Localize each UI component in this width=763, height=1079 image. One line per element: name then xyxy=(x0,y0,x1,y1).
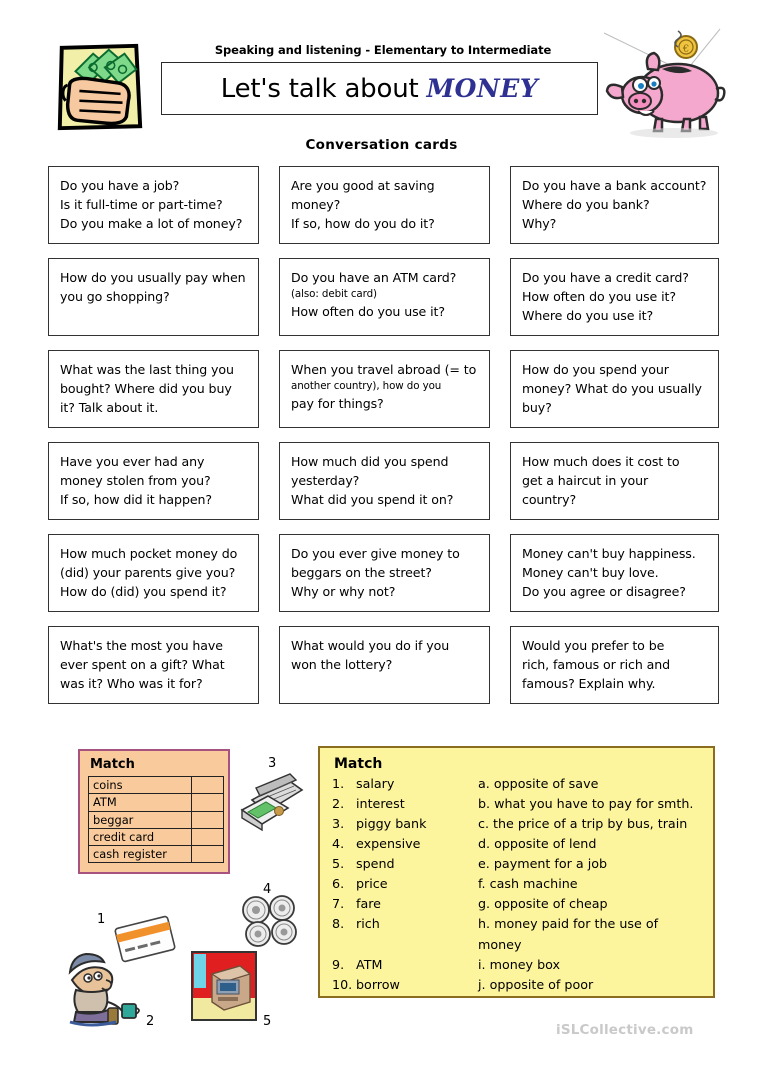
vocab-match-number: 4. xyxy=(332,836,345,852)
card-line: was it? Who was it for? xyxy=(60,676,203,692)
cash-register-icon xyxy=(238,770,306,832)
vocab-match-title: Match xyxy=(334,756,383,772)
picture-number-3: 3 xyxy=(268,756,277,771)
card-line: beggars on the street? xyxy=(291,565,432,581)
vocab-match-number: 9. xyxy=(332,956,345,972)
card-line: How much did you spend xyxy=(291,454,449,469)
card-line: If so, how do you do it? xyxy=(291,216,435,232)
card-line: Would you prefer to be xyxy=(522,638,665,653)
vocab-match-row xyxy=(332,854,701,874)
conversation-card[interactable] xyxy=(48,626,259,704)
vocab-match-definition[interactable]: i. money box xyxy=(478,956,561,972)
card-line: rich, famous or rich and xyxy=(522,657,671,673)
vocab-match-row xyxy=(332,834,701,854)
card-line: When you travel abroad (= to xyxy=(291,362,477,377)
vocab-match-number: 8. xyxy=(332,916,345,932)
conversation-card[interactable] xyxy=(510,534,719,612)
card-line: Do you have a credit card? xyxy=(522,270,689,285)
picture-match-title: Match xyxy=(90,757,135,772)
vocab-match-term[interactable]: interest xyxy=(356,796,405,812)
vocab-match-definition[interactable]: b. what you have to pay for smth. xyxy=(478,796,694,812)
vocab-match-number: 7. xyxy=(332,896,345,912)
conversation-card[interactable] xyxy=(279,442,490,520)
vocab-match-term[interactable]: ATM xyxy=(356,956,383,972)
card-line: Where do you use it? xyxy=(522,308,654,324)
picture-match-row xyxy=(89,846,224,863)
picture-match-row xyxy=(89,777,224,794)
conversation-card[interactable] xyxy=(510,166,719,244)
vocab-match-row xyxy=(332,774,701,794)
vocab-match-term[interactable]: rich xyxy=(356,916,380,932)
picture-match-answer-blank[interactable] xyxy=(192,811,224,828)
card-line: (did) your parents give you? xyxy=(60,565,236,581)
card-line: buy? xyxy=(522,400,552,416)
card-line: Do you ever give money to xyxy=(291,546,460,561)
card-note: (also: debit card) xyxy=(291,288,377,301)
card-line: What was the last thing you xyxy=(60,362,234,377)
vocab-match-definition[interactable]: d. opposite of lend xyxy=(478,836,597,852)
conversation-card[interactable] xyxy=(279,626,490,704)
card-line: Why? xyxy=(522,216,557,232)
card-line: pay for things? xyxy=(291,396,384,412)
card-line: How often do you use it? xyxy=(522,289,676,305)
picture-match-word: ATM xyxy=(89,794,192,811)
card-line: What's the most you have xyxy=(60,638,223,653)
picture-match-word: credit card xyxy=(89,828,192,845)
vocab-match-box xyxy=(318,746,715,998)
card-note: another country), how do you xyxy=(291,380,442,393)
card-line: How much does it cost to xyxy=(522,454,680,469)
page-title-accent: MONEY xyxy=(426,74,539,103)
worksheet-title-box xyxy=(161,62,598,115)
card-line: bought? Where did you buy xyxy=(60,381,232,397)
card-line: money? xyxy=(291,197,341,213)
card-row xyxy=(48,626,720,704)
vocab-match-row xyxy=(332,975,701,995)
conversation-card[interactable] xyxy=(48,258,259,336)
card-row xyxy=(48,258,720,336)
page-title: Let's talk about xyxy=(220,73,419,104)
picture-match-word: coins xyxy=(89,777,192,794)
vocab-match-term[interactable]: fare xyxy=(356,896,381,912)
worksheet-subtitle: Speaking and listening - Elementary to Intermediate xyxy=(214,43,552,57)
picture-number-5: 5 xyxy=(263,1014,272,1029)
card-line: Do you have a bank account? xyxy=(522,178,707,193)
card-line: yesterday? xyxy=(291,473,360,489)
vocab-match-definition[interactable]: h. money paid for the use of money xyxy=(478,916,659,952)
atm-machine-icon xyxy=(190,950,258,1022)
picture-match-row xyxy=(89,794,224,811)
card-row xyxy=(48,350,720,428)
vocab-match-number: 1. xyxy=(332,776,345,791)
vocab-match-definition[interactable]: f. cash machine xyxy=(478,876,578,892)
card-line: it? Talk about it. xyxy=(60,400,159,416)
card-line: If so, how did it happen? xyxy=(60,492,212,508)
conversation-card[interactable] xyxy=(510,626,719,704)
vocab-match-number: 3. xyxy=(332,816,345,832)
conversation-card[interactable] xyxy=(279,258,490,336)
picture-match-answer-blank[interactable] xyxy=(192,846,224,863)
card-line: How often do you use it? xyxy=(291,304,445,320)
picture-match-word: cash register xyxy=(89,846,192,863)
vocab-match-number: 5. xyxy=(332,856,345,872)
picture-match-word: beggar xyxy=(89,811,192,828)
conversation-card[interactable] xyxy=(279,534,490,612)
card-line: Are you good at saving xyxy=(291,178,435,193)
card-line: Is it full-time or part-time? xyxy=(60,197,223,213)
card-line: Have you ever had any xyxy=(60,454,205,469)
vocab-match-term[interactable]: salary xyxy=(356,776,395,791)
site-watermark: iSLCollective.com xyxy=(556,1022,694,1038)
card-row xyxy=(48,534,720,612)
hand-holding-cash-icon xyxy=(50,38,148,136)
card-line: famous? Explain why. xyxy=(522,676,656,692)
card-line: Money can't buy happiness. xyxy=(522,546,696,561)
vocab-match-term[interactable]: borrow xyxy=(356,976,400,992)
conversation-card[interactable] xyxy=(48,442,259,520)
picture-number-1: 1 xyxy=(97,912,106,927)
vocab-match-number: 10. xyxy=(332,976,353,992)
card-line: What would you do if you xyxy=(291,638,450,653)
picture-match-box xyxy=(78,749,230,874)
conversation-card[interactable] xyxy=(510,258,719,336)
vocab-match-number: 6. xyxy=(332,876,345,892)
bottom-activities xyxy=(0,742,763,1062)
card-line: How do you usually pay when xyxy=(60,270,246,285)
card-line: Do you have a job? xyxy=(60,178,180,193)
picture-match-answer-blank[interactable] xyxy=(192,828,224,845)
card-line: you go shopping? xyxy=(60,289,170,305)
picture-match-table xyxy=(88,776,224,863)
card-line: Do you have an ATM card? xyxy=(291,270,457,285)
vocab-match-definition[interactable]: a. opposite of save xyxy=(478,776,599,791)
vocab-match-row xyxy=(332,914,701,954)
card-line: Do you make a lot of money? xyxy=(60,216,243,232)
conversation-card[interactable] xyxy=(510,442,719,520)
card-row xyxy=(48,442,720,520)
picture-number-4: 4 xyxy=(263,882,272,897)
vocab-match-term[interactable]: price xyxy=(356,876,388,892)
card-line: Do you agree or disagree? xyxy=(522,584,686,600)
vocab-match-term[interactable]: expensive xyxy=(356,836,421,852)
card-line: How much pocket money do xyxy=(60,546,238,561)
picture-match-row xyxy=(89,828,224,845)
conversation-card[interactable] xyxy=(48,166,259,244)
conversation-card[interactable] xyxy=(279,350,490,428)
card-line: How do you spend your xyxy=(522,362,669,377)
card-line: money stolen from you? xyxy=(60,473,211,489)
vocab-match-definition[interactable]: j. opposite of poor xyxy=(478,976,594,992)
svg-text:€: € xyxy=(682,44,690,55)
vocab-match-row xyxy=(332,874,701,894)
card-line: Money can't buy love. xyxy=(522,565,659,581)
card-line: ever spent on a gift? What xyxy=(60,657,225,673)
card-line: What did you spend it on? xyxy=(291,492,454,508)
beggar-icon xyxy=(62,950,154,1028)
card-line: get a haircut in your xyxy=(522,473,649,489)
vocab-match-row xyxy=(332,894,701,914)
vocab-match-definition[interactable]: c. the price of a trip by bus, train xyxy=(478,816,688,832)
card-row xyxy=(48,166,720,244)
picture-number-2: 2 xyxy=(146,1014,155,1029)
card-line: won the lottery? xyxy=(291,657,393,673)
picture-match-answer-blank[interactable] xyxy=(192,794,224,811)
vocab-match-number: 2. xyxy=(332,796,345,812)
card-line: money? What do you usually xyxy=(522,381,702,397)
conversation-card[interactable] xyxy=(510,350,719,428)
conversation-card[interactable] xyxy=(48,534,259,612)
picture-match-answer-blank[interactable] xyxy=(192,777,224,794)
vocab-match-definition[interactable]: e. payment for a job xyxy=(478,856,608,872)
vocab-match-term[interactable]: piggy bank xyxy=(356,816,427,832)
picture-match-row xyxy=(89,811,224,828)
vocab-match-row xyxy=(332,955,701,975)
conversation-cards-grid xyxy=(48,166,720,718)
coins-icon xyxy=(238,894,302,952)
vocab-match-row xyxy=(332,814,701,834)
vocab-match-row xyxy=(332,794,701,814)
conversation-card[interactable] xyxy=(279,166,490,244)
card-line: Where do you bank? xyxy=(522,197,650,213)
card-line: How do (did) you spend it? xyxy=(60,584,227,600)
vocab-match-term[interactable]: spend xyxy=(356,856,395,872)
section-label-conversation-cards: Conversation cards xyxy=(305,137,458,153)
worksheet-header xyxy=(0,0,763,153)
card-line: country? xyxy=(522,492,577,508)
card-line: Why or why not? xyxy=(291,584,396,600)
conversation-card[interactable] xyxy=(48,350,259,428)
piggy-bank-icon xyxy=(600,25,740,140)
vocab-match-definition[interactable]: g. opposite of cheap xyxy=(478,896,608,912)
